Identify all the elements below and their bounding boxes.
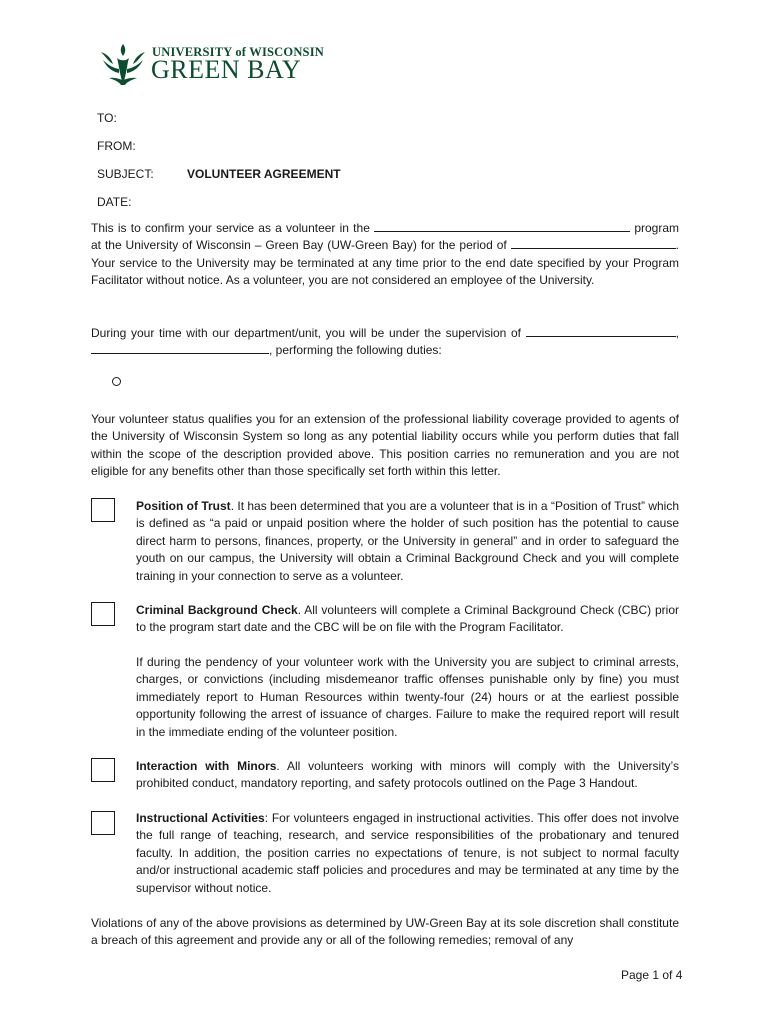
liability-paragraph: Your volunteer status qualifies you for an extension of the professional liability coverage provided to agents of the University of Wisconsin System so long as any potential liability occurs while you perform duties that fall within the scope of the description provided above. This position carries no remuneration and you are not eligible for any benefits other than those specifically set forth within this letter. — [91, 412, 679, 479]
memo-from-row — [97, 139, 136, 153]
interaction-with-minors-title: Interaction with Minors — [136, 759, 277, 773]
circle-bullet-icon — [112, 377, 121, 386]
to-label: TO: — [97, 111, 117, 125]
from-label: FROM: — [97, 139, 136, 153]
memo-date-row — [97, 195, 131, 209]
position-of-trust-checkbox[interactable] — [91, 498, 115, 522]
period-blank — [511, 237, 676, 249]
criminal-background-extra-text: If during the pendency of your volunteer work with the University you are subject to criminal arrests, charges, or convictions (including misdemeanor traffic offenses punishable only by fine) you must immediately report to Human Resources within twenty-four (24) hours or at the earliest possible opportunity following the arrest of issuance of charges. Failure to make the required report will result in the immediate ending of the volunteer position. — [136, 655, 679, 739]
interaction-with-minors-text: Interaction with Minors. All volunteers working with minors will comply with the University’s prohibited conduct, mandatory reporting, and safety protocols outlined on the Page 3 Handout. — [136, 759, 680, 791]
logo-green-bay-text: GREEN BAY — [151, 55, 302, 84]
supervisor-blank-2 — [91, 342, 269, 354]
instructional-activities-checkbox[interactable] — [91, 811, 115, 835]
subject-label: SUBJECT: — [97, 167, 154, 181]
position-of-trust-text: Position of Trust. It has been determined that you are a volunteer that is in a “Position of Trust” which is defined as “a paid or unpaid position where the holder of such position has the potential to cause direct harm to persons, finances, property, or the University in general” and in order to safeguard the youth on our campus, the University will obtain a Criminal Background Check and you will complete training in your connection to serve as a volunteer. — [136, 499, 679, 583]
criminal-background-check-title: Criminal Background Check — [136, 603, 298, 617]
memo-to-row — [97, 111, 117, 125]
criminal-background-check-text: Criminal Background Check. All volunteers will complete a Criminal Background Check (CBC) prior to the program start date and the CBC will be on file with the Program Facilitator. — [136, 603, 679, 635]
intro-paragraph: This is to confirm your service as a volunteer in the program at the University of Wisconsin – Green Bay (UW-Green Bay) for the period of . Your service to the University may be terminated at any time prior to the end date specified by your Program Facilitator without notice. As a volunteer, you are not considered an employee of the University. — [91, 221, 679, 288]
criminal-background-check-checkbox[interactable] — [91, 602, 115, 626]
phoenix-icon — [99, 42, 147, 86]
instructional-activities-text: Instructional Activities: For volunteers engaged in instructional activities. This offer does not involve the full range of teaching, research, and service responsibilities of the probationary and tenured faculty. In addition, the position carries no expectations of tenure, is not subject to normal faculty and/or instructional academic staff policies and procedures and may be terminated at any time by the supervisor without notice. — [136, 811, 679, 895]
instructional-activities-title: Instructional Activities — [136, 811, 265, 825]
logo-university-text: UNIVERSITY of WISCONSIN — [152, 45, 325, 59]
interaction-with-minors-checkbox[interactable] — [91, 758, 115, 782]
program-blank — [374, 220, 630, 232]
university-logo — [99, 42, 325, 86]
closing-paragraph: Violations of any of the above provisions as determined by UW-Green Bay at its sole discretion shall constitute a breach of this agreement and provide any or all of the following remedies; removal of any — [91, 916, 679, 948]
supervision-paragraph: During your time with our department/unit, you will be under the supervision of , , performing the following duties: — [91, 326, 679, 358]
subject-value: VOLUNTEER AGREEMENT — [187, 167, 341, 181]
position-of-trust-title: Position of Trust — [136, 499, 231, 513]
date-label: DATE: — [97, 195, 132, 209]
supervisor-blank-1 — [526, 325, 676, 337]
page-number: Page 1 of 4 — [621, 968, 683, 982]
memo-subject-row — [97, 167, 341, 181]
